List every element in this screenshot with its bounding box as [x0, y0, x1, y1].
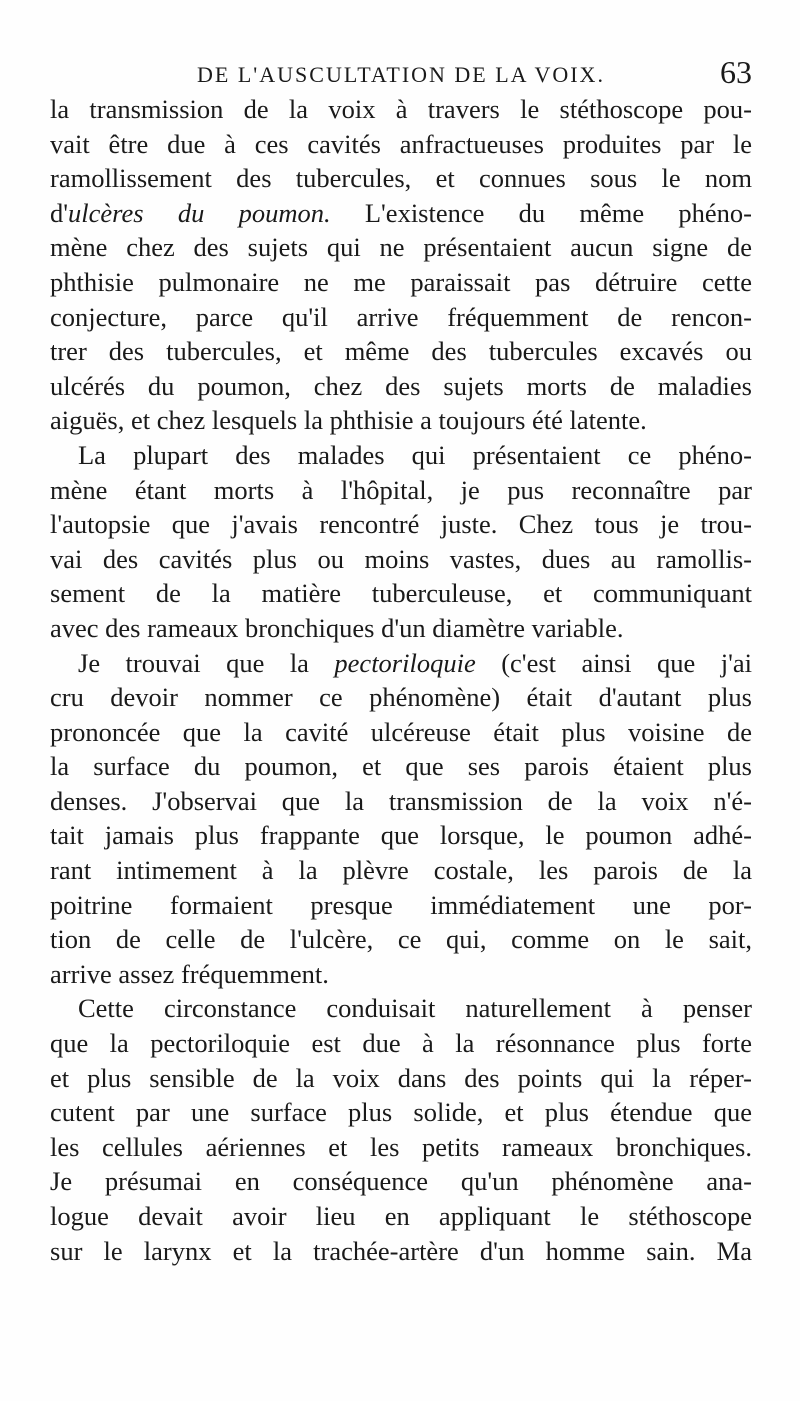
- text-line: [50, 1234, 752, 1269]
- text-line: [50, 680, 752, 715]
- text-line: [50, 1130, 752, 1165]
- text-segment: poitrine formaient presque immédiatement une por-: [50, 889, 752, 920]
- text-segment: tait jamais plus frappante que lorsque, le poumon adhé-: [50, 820, 752, 851]
- text-line: [50, 300, 752, 335]
- text-line: [50, 784, 752, 819]
- text-line: [50, 922, 752, 957]
- text-segment: La plupart des malades qui présentaient ce phéno-: [78, 439, 752, 470]
- text-segment: ulcérés du poumon, chez des sujets morts de maladies: [50, 370, 752, 401]
- text-segment: phthisie pulmonaire ne me paraissait pas détruire cette: [50, 266, 752, 297]
- text-line: [50, 957, 752, 992]
- text-line: [50, 818, 752, 853]
- text-segment: denses. J'observai que la transmission de la voix n'é-: [50, 785, 752, 816]
- text-line: [50, 576, 752, 611]
- text-segment: mène étant morts à l'hôpital, je pus reconnaître par: [50, 474, 752, 505]
- text-segment: Je présumai en conséquence qu'un phénomène ana-: [50, 1166, 752, 1197]
- text-segment: ramollissement des tubercules, et connues sous le nom: [50, 163, 752, 194]
- text-segment: l'autopsie que j'avais rencontré juste. Chez tous je trou-: [50, 509, 752, 540]
- text-segment: vai des cavités plus ou moins vastes, dues au ramollis-: [50, 543, 752, 574]
- italic-text: ulcères du poumon.: [68, 197, 331, 228]
- body-text: [50, 92, 752, 1268]
- text-segment: aiguës, et chez lesquels la phthisie a toujours été latente.: [50, 405, 647, 436]
- text-segment: arrive assez fréquemment.: [50, 958, 329, 989]
- text-line: [50, 1026, 752, 1061]
- text-segment: sement de la matière tuberculeuse, et communiquant: [50, 578, 752, 609]
- text-line: [50, 403, 752, 438]
- text-segment: avec des rameaux bronchiques d'un diamètre variable.: [50, 612, 624, 643]
- text-segment: logue devait avoir lieu en appliquant le stéthoscope: [50, 1201, 752, 1231]
- text-line: [50, 507, 752, 542]
- text-line: [50, 1061, 752, 1096]
- text-line: [50, 542, 752, 577]
- text-segment: les cellules aériennes et les petits rameaux bronchiques.: [50, 1131, 752, 1162]
- text-segment: cru devoir nommer ce phénomène) était d'autant plus: [50, 682, 752, 713]
- text-segment: mène chez des sujets qui ne présentaient aucun signe de: [50, 232, 752, 263]
- text-line: [50, 265, 752, 300]
- text-line: [50, 369, 752, 404]
- text-segment: la surface du poumon, et que ses parois étaient plus: [50, 751, 752, 782]
- text-segment: vait être due à ces cavités anfractueuses produites par le: [50, 128, 752, 159]
- text-segment: Je trouvai que la: [78, 647, 335, 678]
- text-segment: prononcée que la cavité ulcéreuse était plus voisine de: [50, 716, 752, 747]
- page-number: 63: [720, 54, 752, 90]
- text-segment: la transmission de la voix à travers le stéthoscope pou-: [50, 94, 752, 124]
- text-line: [50, 230, 752, 265]
- text-line: [50, 1164, 752, 1199]
- text-line: [50, 991, 752, 1026]
- text-segment: sur le larynx et la trachée-artère d'un homme sain. Ma: [50, 1235, 752, 1266]
- text-line: [50, 1199, 752, 1234]
- text-line: [50, 1095, 752, 1130]
- text-line: [50, 127, 752, 162]
- text-segment: trer des tubercules, et même des tubercules excavés ou: [50, 336, 752, 367]
- text-segment: rant intimement à la plèvre costale, les parois de la: [50, 855, 752, 886]
- text-line: [50, 611, 752, 646]
- text-segment: (c'est ainsi que j'ai: [475, 647, 752, 678]
- text-segment: que la pectoriloquie est due à la résonnance plus forte: [50, 1028, 752, 1059]
- text-segment: cutent par une surface plus solide, et plus étendue que: [50, 1097, 752, 1128]
- text-line: [50, 888, 752, 923]
- text-segment: Cette circonstance conduisait naturellement à penser: [78, 993, 752, 1024]
- text-line: [50, 92, 752, 127]
- text-line: [50, 196, 752, 231]
- text-line: [50, 473, 752, 508]
- text-line: [50, 749, 752, 784]
- text-segment: et plus sensible de la voix dans des points qui la réper-: [50, 1062, 752, 1093]
- italic-text: pectoriloquie: [334, 647, 476, 678]
- text-line: [50, 334, 752, 369]
- text-line: [50, 161, 752, 196]
- text-segment: conjecture, parce qu'il arrive fréquemment de rencon-: [50, 301, 752, 332]
- text-line: [50, 853, 752, 888]
- text-segment: tion de celle de l'ulcère, ce qui, comme on le sait,: [50, 924, 752, 955]
- text-segment: L'existence du même phéno-: [330, 197, 752, 228]
- text-line: [50, 438, 752, 473]
- running-title: DE L'AUSCULTATION DE LA VOIX.: [197, 62, 605, 87]
- text-line: [50, 646, 752, 681]
- running-head: [50, 52, 752, 90]
- text-segment: d': [50, 197, 69, 228]
- text-line: [50, 715, 752, 750]
